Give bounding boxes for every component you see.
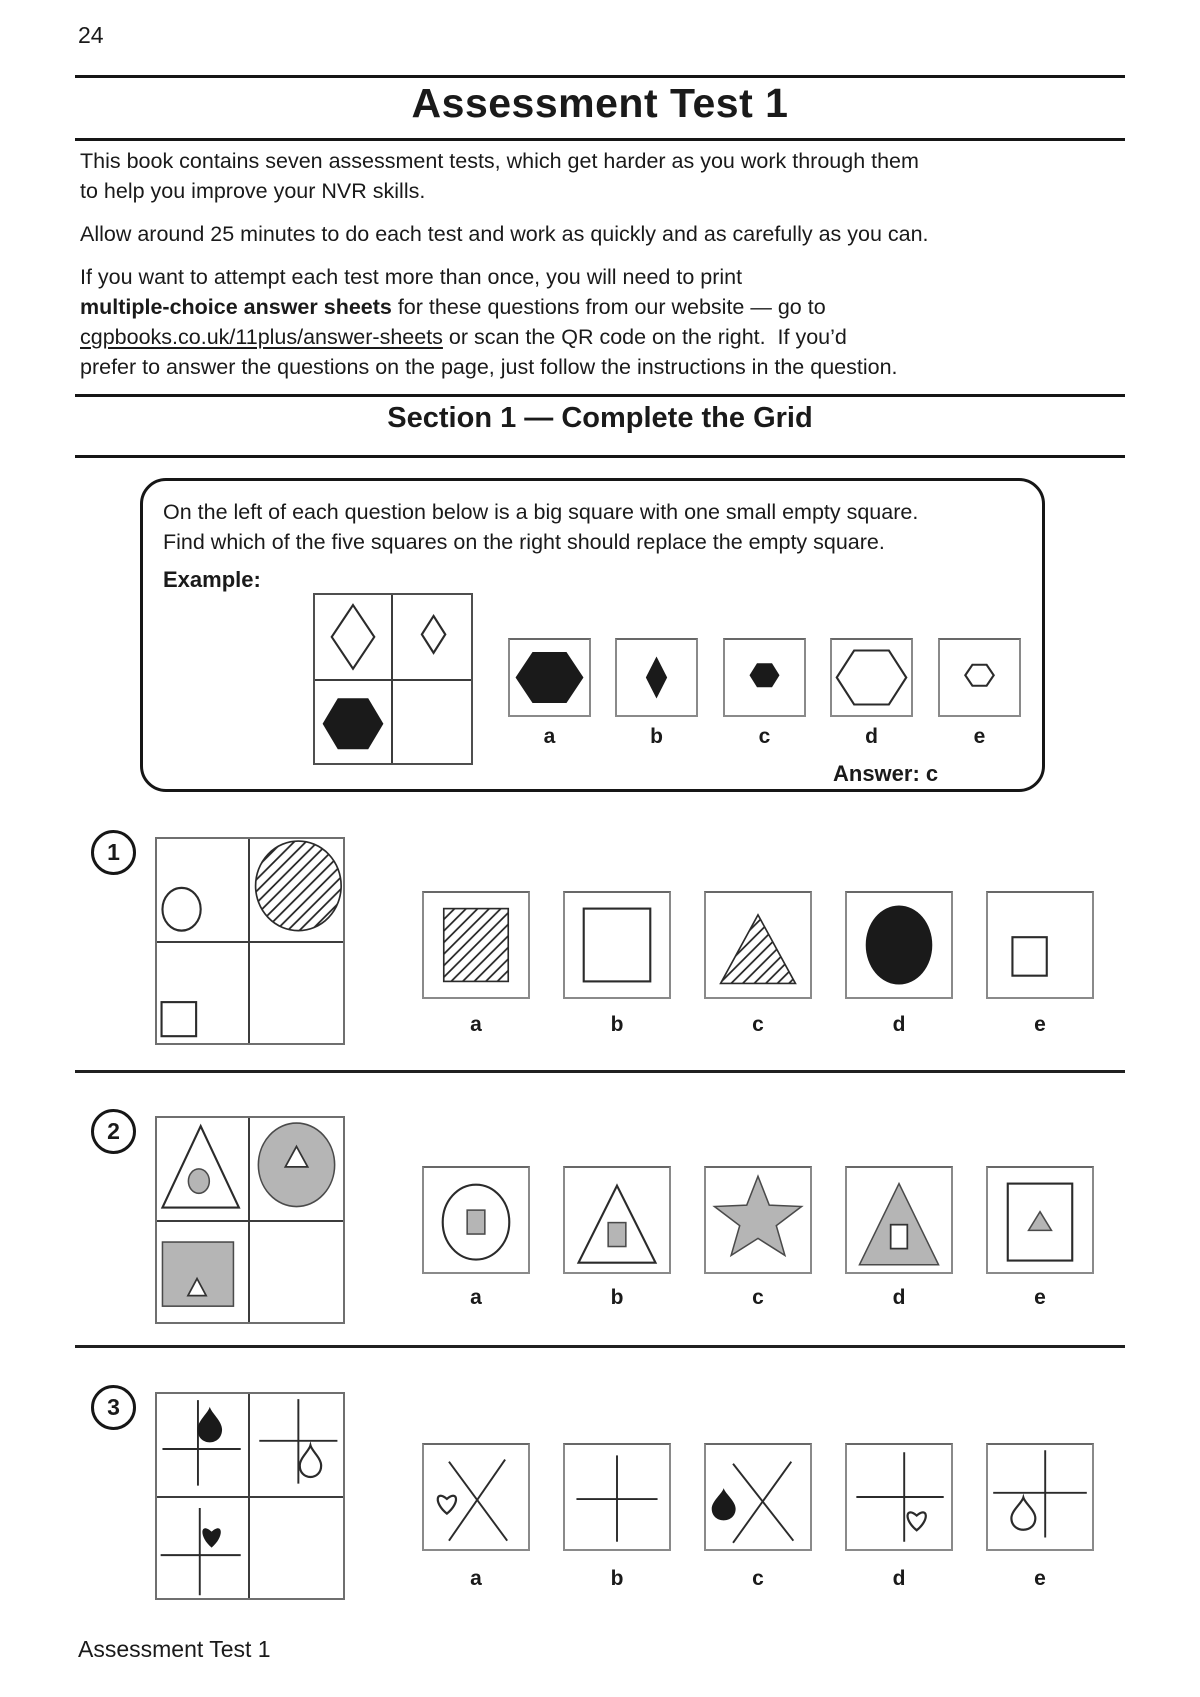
page-number: 24 [78,22,104,48]
square-glyph [162,1242,233,1306]
diamond-glyph [646,657,667,699]
drop-glyph [197,1407,222,1443]
example-option-box-e [938,638,1021,717]
question-2-option-figure-d [847,1168,951,1272]
example-option-b [615,638,698,749]
question-1-option-figure-a [424,893,528,997]
example-option-label-b: b [650,725,663,748]
question-1-option-box-d [845,891,953,999]
question-number-badge: 3 [91,1385,136,1430]
heart-glyph [438,1496,456,1514]
question-2-option-a [422,1166,530,1310]
drop-glyph [712,1488,736,1520]
paragraph-line [80,322,1060,352]
question-2-option-figure-c [706,1168,810,1272]
example-grid-figure-tr [393,595,471,679]
question-3-option-c [704,1443,812,1591]
question-number-badge: 2 [91,1109,136,1154]
paragraph-line [80,219,1060,249]
intro-text [80,146,1060,395]
question-3-grid-cell-tr [250,1394,343,1498]
question-1-option-b [563,891,671,1037]
square-glyph [1012,937,1046,975]
hexagon-glyph [965,665,993,686]
example-option-e [938,638,1021,749]
example-grid-figure-tl [315,595,391,679]
page-title: Assessment Test 1 [411,80,789,126]
question-2-option-label-a: a [470,1286,482,1309]
question-2-option-c [704,1166,812,1310]
question-2-grid-cell-tl [157,1118,250,1222]
text-run: Allow around 25 minutes to do each test and work as quickly and as carefully as you can. [80,222,929,246]
text-run: This book contains seven assessment tests, which get harder as you work through them [80,149,919,173]
question-2-grid-figure-tl [157,1118,248,1220]
text-run: prefer to answer the questions on the page, just follow the instructions in the question. [80,355,898,379]
question-2-grid-cell-bl [157,1222,250,1322]
question-3-option-e [986,1443,1094,1591]
question-1-option-figure-c [706,893,810,997]
square-glyph [444,909,508,982]
question-3-option-figure-a [424,1445,528,1549]
question-1-grid-cell-tr [250,839,343,943]
heart-glyph [202,1528,220,1547]
question-1 [75,830,1125,1096]
example-option-figure-d [832,640,911,715]
question-2-option-label-e: e [1034,1286,1046,1309]
question-2-option-figure-b [565,1168,669,1272]
example-answer: Answer: c [833,761,939,786]
question-3-option-d [845,1443,953,1591]
question-2-option-figure-e [988,1168,1092,1272]
example-option-box-d [830,638,913,717]
rule-above-title [75,75,1125,78]
example-box [140,478,1045,792]
question-3-option-label-d: d [892,1567,906,1590]
question-3-option-label-a: a [470,1567,482,1590]
paragraph-1 [80,146,1060,206]
example-option-label-d: d [865,725,878,748]
question-1-option-label-c: c [752,1013,764,1036]
paragraph-line [80,146,1060,176]
question-2-option-box-b [563,1166,671,1274]
bold-text-run: multiple-choice answer sheets [80,295,392,319]
text-run: or scan the QR code on the right. If you’d [442,325,847,349]
question-2 [75,1109,1125,1375]
question-3-option-box-b [563,1443,671,1551]
example-instructions [163,497,918,557]
question-1-option-figure-d [847,893,951,997]
question-1-option-box-a [422,891,530,999]
diamond-glyph [422,616,445,653]
circle-glyph [866,905,933,984]
example-grid-cell-bl [315,681,393,763]
square-glyph [467,1210,485,1234]
heart-glyph [908,1512,926,1530]
question-2-option-label-b: b [610,1286,624,1309]
question-2-grid-cell-br [250,1222,343,1322]
hexagon-glyph [516,652,584,703]
section-title: Section 1 — Complete the Grid [387,402,813,434]
question-1-option-box-e [986,891,1094,999]
question-number-badge: 1 [91,830,136,875]
question-3-option-figure-b [565,1445,669,1549]
example-option-figure-b [617,640,696,715]
question-2-option-box-a [422,1166,530,1274]
rule-below-section [75,455,1125,458]
question-3-option-label-c: c [752,1567,764,1590]
drop-glyph [300,1445,321,1477]
question-1-option-label-d: d [892,1013,906,1036]
paragraph-line [80,352,1060,382]
question-1-option-a [422,891,530,1037]
text-run: for these questions from our website — go to [391,295,826,319]
question-1-grid-cell-tl [157,839,250,943]
paragraph-3 [80,262,1060,382]
question-2-option-d [845,1166,953,1310]
question-3-option-a [422,1443,530,1591]
question-3-grid-cell-tl [157,1394,250,1498]
example-options [508,638,1028,758]
question-3-grid [155,1392,345,1600]
question-3-option-box-a [422,1443,530,1551]
circle-glyph [188,1169,209,1193]
circle-glyph [162,888,200,931]
question-1-grid-cell-bl [157,943,250,1043]
question-2-grid-figure-bl [157,1222,248,1322]
question-3-grid-cell-br [250,1498,343,1598]
question-3-option-figure-c [706,1445,810,1549]
answer-sheets-url-text: cgpbooks.co.uk/11plus/answer-sheets [80,325,443,349]
example-option-figure-c [725,640,804,715]
question-2-option-b [563,1166,671,1310]
footer-text: Assessment Test 1 [78,1636,271,1662]
example-option-label-e: e [973,725,986,748]
question-3-option-b [563,1443,671,1591]
question-2-grid [155,1116,345,1324]
triangle-glyph [162,1126,238,1207]
text-run: to help you improve your NVR skills. [80,179,426,203]
question-1-option-d [845,891,953,1037]
triangle-glyph [1029,1212,1052,1231]
paragraph-line [80,262,1060,292]
question-3-grid-figure-bl [157,1498,248,1598]
question-3-option-label-b: b [610,1567,624,1590]
example-grid-cell-tr [393,595,471,681]
example-option-label-c: c [758,725,771,748]
example-grid-cell-tl [315,595,393,681]
question-1-grid-cell-br [250,943,343,1043]
hexagon-glyph [323,698,384,749]
square-glyph [584,909,651,982]
question-1-option-figure-e [988,893,1092,997]
question-1-grid-figure-tl [157,839,248,941]
question-1-grid-figure-bl [157,943,248,1043]
question-1-option-box-b [563,891,671,999]
question-3-option-figure-e [988,1445,1092,1549]
question-2-option-label-d: d [892,1286,906,1309]
example-option-box-b [615,638,698,717]
question-1-grid [155,837,345,1045]
question-1-option-label-b: b [610,1013,624,1036]
drop-glyph [1011,1498,1035,1530]
question-3-grid-figure-tl [157,1394,248,1496]
question-3-option-box-d [845,1443,953,1551]
rule-above-section [75,394,1125,397]
question-2-option-figure-a [424,1168,528,1272]
example-option-box-c [723,638,806,717]
question-1-option-box-c [704,891,812,999]
question-1-grid-figure-tr [250,839,343,941]
square-glyph [608,1223,626,1247]
example-option-c [723,638,806,749]
question-3-grid-cell-bl [157,1498,250,1598]
question-3-option-figure-d [847,1445,951,1549]
example-label: Example: [163,567,261,592]
paragraph-line [80,176,1060,206]
question-1-option-label-e: e [1034,1013,1046,1036]
star-glyph [714,1176,801,1255]
question-1-option-label-a: a [470,1013,482,1036]
example-grid [313,593,473,765]
example-grid-figure-bl [315,681,391,763]
example-instruction-line: Find which of the five squares on the right should replace the empty square. [163,530,885,554]
question-2-grid-cell-tr [250,1118,343,1222]
triangle-glyph [721,915,796,984]
question-2-option-label-c: c [752,1286,764,1309]
question-3 [75,1385,1125,1651]
question-3-grid-figure-tr [250,1394,343,1496]
example-option-box-a [508,638,591,717]
question-1-option-e [986,891,1094,1037]
question-3-option-box-c [704,1443,812,1551]
circle-glyph [256,841,342,931]
diamond-glyph [332,605,375,669]
square-glyph [891,1225,908,1249]
question-3-option-label-e: e [1034,1567,1046,1590]
question-2-option-box-d [845,1166,953,1274]
example-option-label-a: a [543,725,556,748]
example-option-figure-a [510,640,589,715]
text-run: If you want to attempt each test more than once, you will need to print [80,265,743,289]
question-2-option-box-c [704,1166,812,1274]
example-grid-cell-br [393,681,471,763]
square-glyph [162,1002,197,1036]
rule-below-title [75,138,1125,141]
example-option-d [830,638,913,749]
question-2-grid-figure-tr [250,1118,343,1220]
example-option-figure-e [940,640,1019,715]
question-2-option-e [986,1166,1094,1310]
question-1-option-c [704,891,812,1037]
paragraph-2 [80,219,1060,249]
hexagon-glyph [749,663,779,687]
question-2-option-box-e [986,1166,1094,1274]
hexagon-glyph [837,651,907,705]
question-3-option-box-e [986,1443,1094,1551]
paragraph-line [80,292,1060,322]
example-option-a [508,638,591,749]
question-1-option-figure-b [565,893,669,997]
example-instruction-line: On the left of each question below is a big square with one small empty square. [163,500,919,524]
